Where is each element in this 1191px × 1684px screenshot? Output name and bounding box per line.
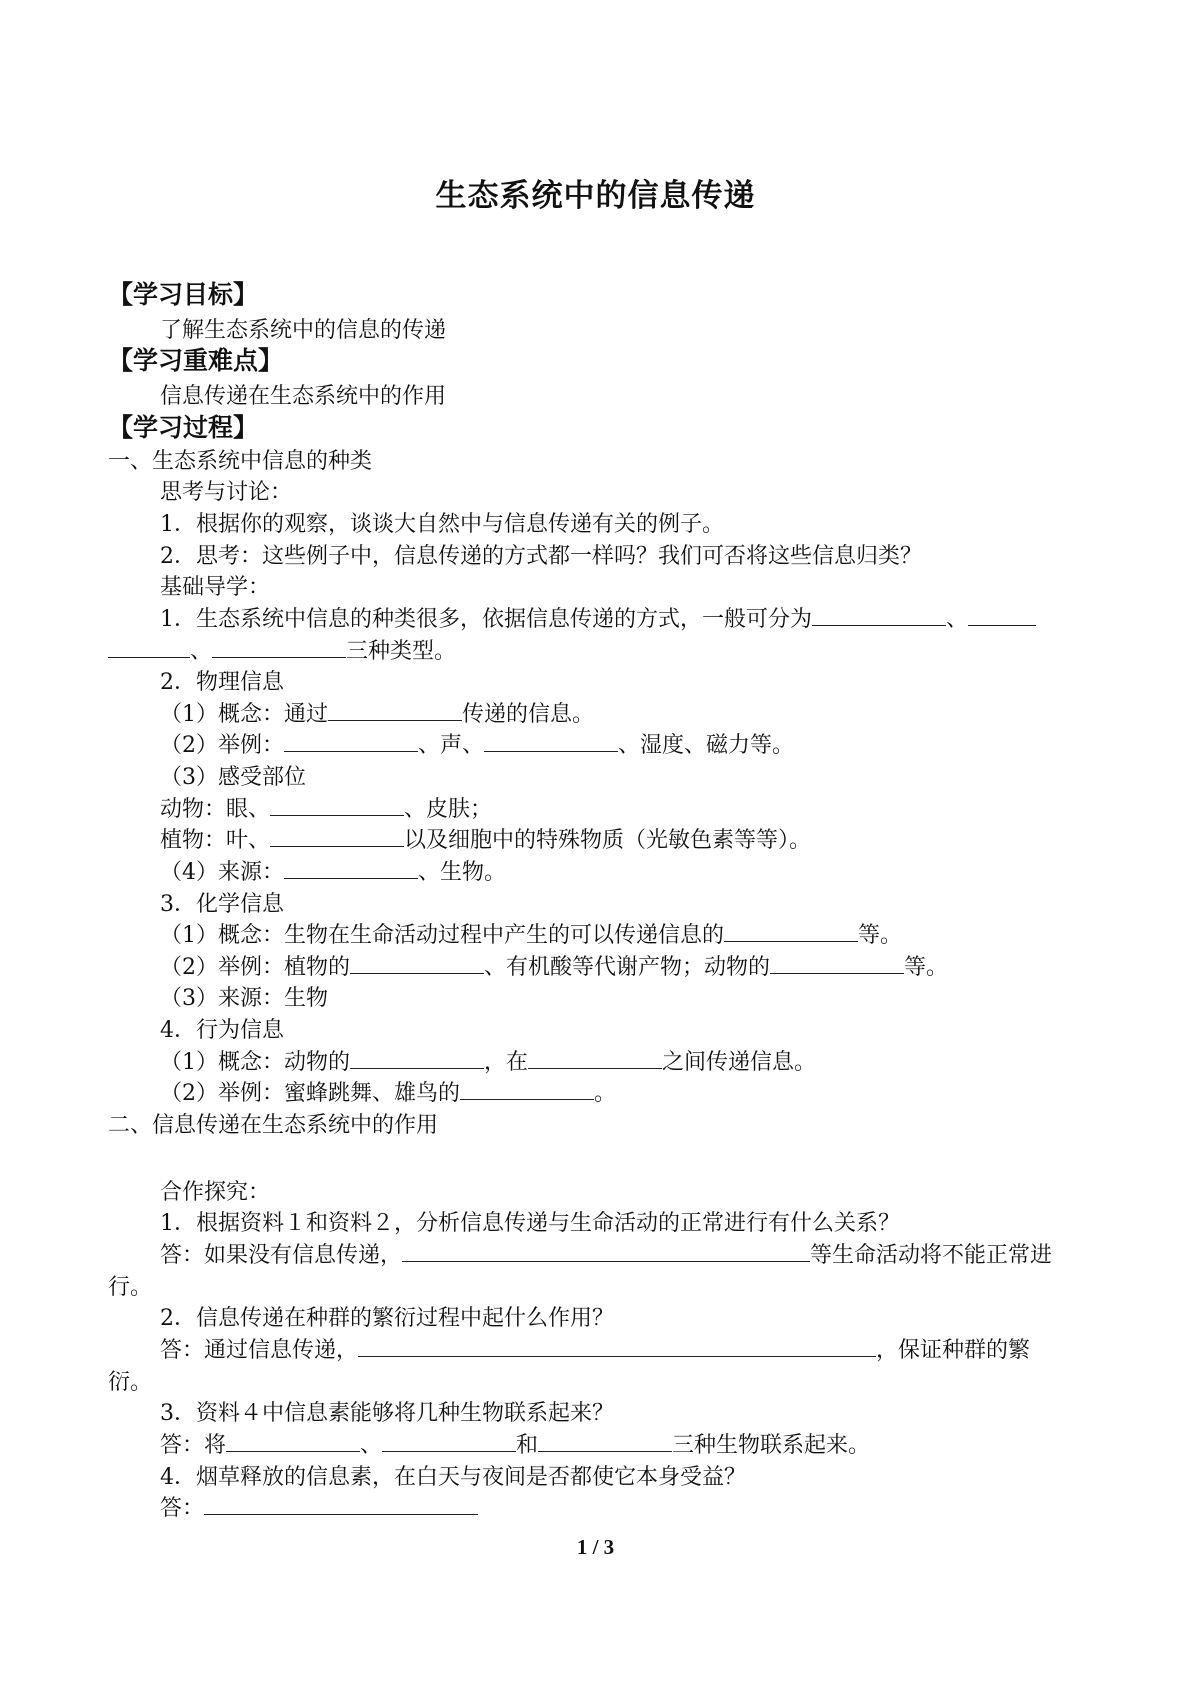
page-number: 1 / 3	[576, 1535, 615, 1559]
fill-blank[interactable]	[350, 1048, 484, 1069]
question-1: 1．根据你的观察，谈谈大自然中与信息传递有关的例子。	[160, 512, 724, 537]
part2-heading: 二、信息传递在生态系统中的作用	[108, 1113, 439, 1138]
basic-item-1-cont: 、 三种类型。	[108, 637, 456, 667]
coop-question-4: 4．烟草释放的信息素，在白天与夜间是否都使它本身受益？	[160, 1465, 746, 1490]
coop-answer-1-cont: 行。	[108, 1275, 153, 1300]
basic-label: 基础导学：	[160, 575, 271, 600]
fill-blank[interactable]	[460, 1079, 594, 1100]
fill-blank[interactable]	[226, 1431, 360, 1452]
objectives-heading: 【学习目标】	[108, 280, 259, 309]
fill-blank[interactable]	[212, 637, 346, 658]
fill-blank[interactable]	[402, 1241, 810, 1262]
fill-blank[interactable]	[484, 731, 618, 752]
part1-heading: 一、生态系统中信息的种类	[108, 449, 373, 474]
physical-concept: （1）概念：通过 传递的信息。	[160, 702, 595, 727]
coop-answer-3: 答：将 、 和 三种生物联系起来。	[160, 1433, 871, 1458]
coop-answer-2: 答：通过信息传递， ，保证种群的繁	[160, 1338, 1031, 1363]
fill-blank[interactable]	[358, 1336, 876, 1357]
keypoints-heading: 【学习重难点】	[108, 346, 284, 375]
coop-answer-2-cont: 衍。	[108, 1370, 153, 1395]
fill-blank[interactable]	[724, 921, 858, 942]
fill-blank[interactable]	[968, 605, 1036, 626]
fill-blank[interactable]	[350, 953, 484, 974]
physical-receptor: （3）感受部位	[160, 765, 306, 790]
fill-blank[interactable]	[284, 731, 418, 752]
coop-answer-4: 答：	[160, 1494, 478, 1524]
question-2: 2．思考：这些例子中，信息传递的方式都一样吗？我们可否将这些信息归类？	[160, 544, 922, 569]
fill-blank[interactable]	[770, 953, 904, 974]
coop-question-1: 1．根据资料１和资料２，分析信息传递与生命活动的正常进行有什么关系？	[160, 1211, 900, 1236]
fill-blank[interactable]	[528, 1048, 662, 1069]
keypoints-text: 信息传递在生态系统中的作用	[160, 384, 447, 409]
physical-example: （2）举例： 、声、 、湿度、磁力等。	[160, 733, 795, 758]
fill-blank[interactable]	[328, 700, 462, 721]
page-title: 生态系统中的信息传递	[435, 178, 756, 214]
fill-blank[interactable]	[382, 1431, 516, 1452]
objectives-text: 了解生态系统中的信息的传递	[160, 318, 447, 343]
chemical-concept: （1）概念：生物在生命活动过程中产生的可以传递信息的 等。	[160, 923, 903, 948]
fill-blank[interactable]	[270, 826, 404, 847]
think-label: 思考与讨论：	[160, 480, 293, 505]
fill-blank[interactable]	[284, 858, 418, 879]
behavior-example: （2）举例：蜜蜂跳舞、雄鸟的 。	[160, 1081, 617, 1106]
fill-blank[interactable]	[812, 605, 946, 626]
animal-receptor: 动物：眼、 、皮肤；	[160, 797, 493, 822]
basic-item-1: 1．生态系统中信息的种类很多，依据信息传递的方式，一般可分为 、	[160, 605, 1036, 635]
coop-question-3: 3．资料４中信息素能够将几种生物联系起来？	[160, 1401, 614, 1426]
physical-source: （4）来源： 、生物。	[160, 860, 507, 885]
fill-blank[interactable]	[270, 795, 404, 816]
fill-blank[interactable]	[204, 1494, 478, 1515]
plant-receptor: 植物：叶、 以及细胞中的特殊物质（光敏色素等等）。	[160, 828, 812, 853]
process-heading: 【学习过程】	[108, 413, 259, 442]
fill-blank[interactable]	[108, 637, 190, 658]
behavior-heading: 4．行为信息	[160, 1018, 284, 1043]
chemical-source: （3）来源：生物	[160, 986, 328, 1011]
fill-blank[interactable]	[538, 1431, 672, 1452]
coop-question-2: 2．信息传递在种群的繁衍过程中起什么作用？	[160, 1306, 614, 1331]
behavior-concept: （1）概念：动物的 ，在 之间传递信息。	[160, 1050, 817, 1075]
coop-answer-1: 答：如果没有信息传递， 等生命活动将不能正常进	[160, 1243, 1053, 1268]
physical-heading: 2．物理信息	[160, 670, 284, 695]
chemical-heading: 3．化学信息	[160, 892, 284, 917]
chemical-example: （2）举例：植物的 、有机酸等代谢产物；动物的 等。	[160, 955, 949, 980]
coop-label: 合作探究：	[160, 1180, 271, 1205]
